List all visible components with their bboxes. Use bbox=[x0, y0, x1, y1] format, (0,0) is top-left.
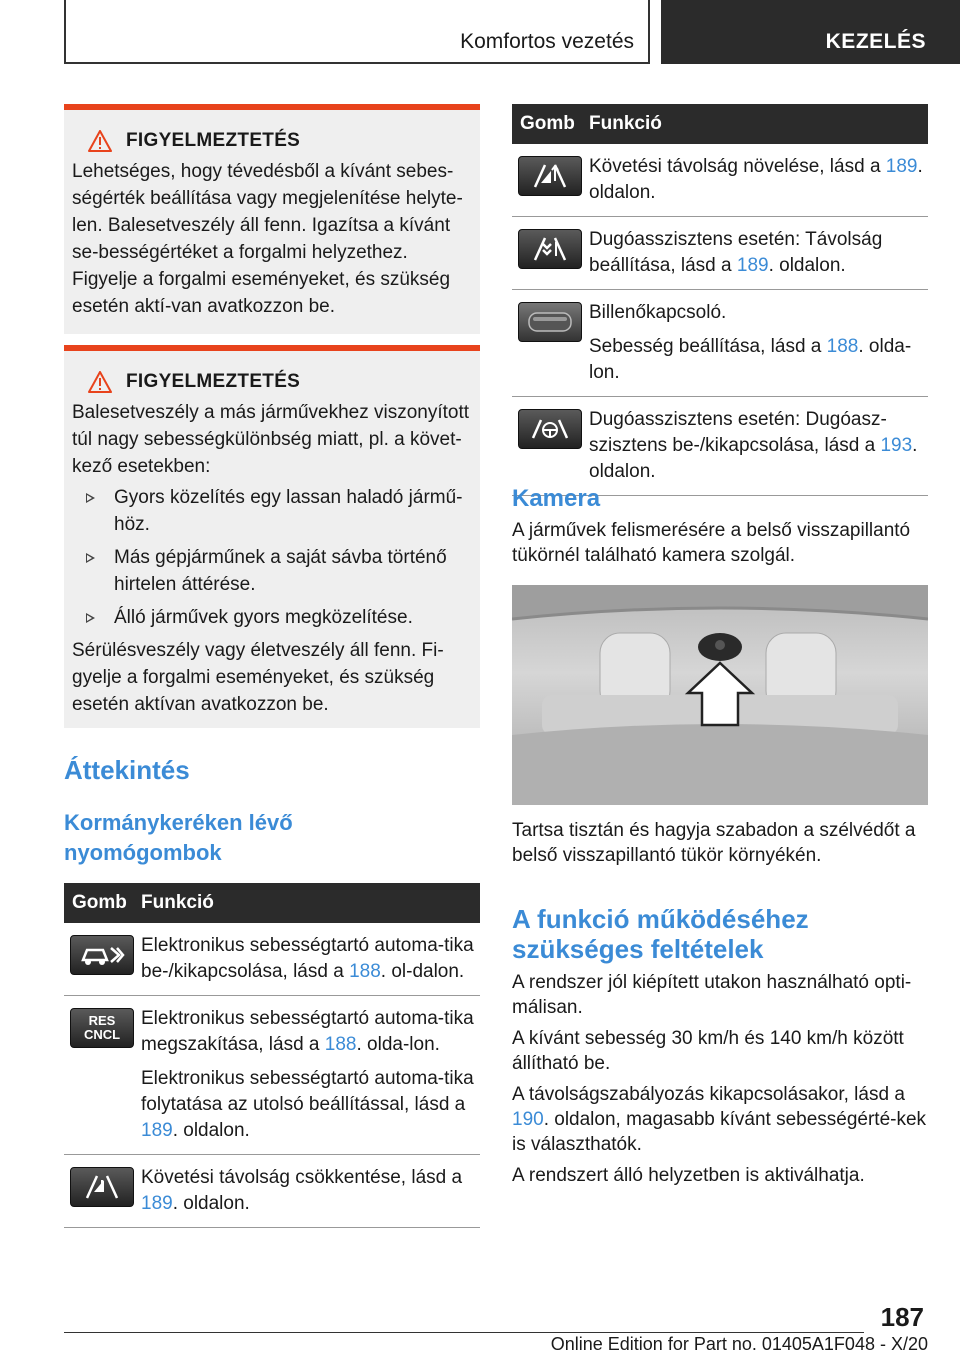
table-header: Gomb Funkció bbox=[64, 883, 480, 923]
bullet-triangle-icon bbox=[86, 613, 95, 623]
warning-intro: Balesetveszély a más járművekhez viszonyított túl nagy sebességkülönbség miatt, pl. a követ-kező esetekben: bbox=[72, 402, 470, 477]
camera-caption: Tartsa tisztán és hagyja szabadon a szélvédőt a belső visszapillantó tükör környékén. bbox=[512, 820, 916, 866]
page-link[interactable]: 189 bbox=[141, 1120, 173, 1141]
distance-decrease-icon bbox=[70, 1167, 134, 1207]
camera-title: Kamera bbox=[512, 485, 601, 512]
buttons-table-left bbox=[64, 883, 480, 1228]
list-item: Álló járművek gyors megközelítése. bbox=[72, 604, 470, 631]
header-title-box bbox=[64, 0, 650, 64]
table-row: Billenőkapcsoló. Sebesség beállítása, lásd a 188. olda-lon. bbox=[512, 290, 928, 397]
warning-box-1 bbox=[64, 104, 480, 334]
camera-photo bbox=[512, 585, 928, 805]
table-row: Elektronikus sebességtartó automa-tika be-/kikapcsolása, lásd a 188. ol-dalon. bbox=[64, 923, 480, 996]
bullet-triangle-icon bbox=[86, 553, 95, 563]
res-cncl-icon: RES CNCL bbox=[70, 1008, 134, 1048]
requirements-title: A funkció működéséhez szükséges feltételek bbox=[512, 904, 809, 964]
bullet-triangle-icon bbox=[86, 493, 95, 503]
table-row: Követési távolság csökkentése, lásd a 189. oldalon. bbox=[64, 1155, 480, 1228]
overview-subtitle: Kormánykeréken lévő nyomógombok bbox=[64, 810, 293, 865]
warning-heading: FIGYELMEZTETÉS bbox=[88, 371, 470, 393]
distance-increase-icon bbox=[518, 156, 582, 196]
header-section-box bbox=[661, 0, 960, 64]
page-link[interactable]: 188 bbox=[324, 1034, 357, 1055]
list-item: Gyors közelítés egy lassan haladó jármű-höz. bbox=[72, 484, 470, 538]
table-header: Gomb Funkció bbox=[512, 104, 928, 144]
warning-heading: FIGYELMEZTETÉS bbox=[88, 130, 470, 152]
header-title: Komfortos vezetés bbox=[460, 30, 634, 53]
footer-divider bbox=[64, 1332, 864, 1333]
warning-list bbox=[72, 484, 470, 631]
buttons-table-right bbox=[512, 104, 928, 496]
table-row: Dugóasszisztens esetén: Távolság beállítása, lásd a 189. oldalon. bbox=[512, 217, 928, 290]
page-link[interactable]: 188 bbox=[826, 336, 859, 357]
list-item: Más gépjárműnek a saját sávba történő hirtelen áttérése. bbox=[72, 544, 470, 598]
cruise-control-icon bbox=[70, 935, 134, 975]
page-link[interactable]: 193 bbox=[880, 435, 913, 456]
page-link[interactable]: 189 bbox=[885, 156, 918, 177]
page-link[interactable]: 190 bbox=[512, 1109, 544, 1130]
camera-text: A járművek felismerésére a belső visszapillantó tükörnél található kamera szolgál. bbox=[512, 520, 911, 566]
footer-edition: Online Edition for Part no. 01405A1F048 - X/20 bbox=[550, 1334, 928, 1354]
traffic-jam-distance-icon bbox=[518, 229, 582, 269]
rocker-switch-icon bbox=[518, 302, 582, 342]
header-section: KEZELÉS bbox=[825, 30, 926, 53]
warning-outro: Sérülésveszély vagy életveszély áll fenn. Fi-gyelje a forgalmi eseményeket, és szükség esetén aktívan avatkozzon be. bbox=[72, 640, 444, 715]
warning-box-2 bbox=[64, 345, 480, 728]
page-number: 187 bbox=[880, 1302, 924, 1332]
warning-text: Lehetséges, hogy tévedésből a kívánt sebes-ségérték beállítása vagy megjelenítése helyte-len. Balesetveszély áll fenn. Igazítsa a kívánt se-bességértéket a forgalmi helyzethez. Figyelje a forgalmi eseményeket, és szükség esetén aktí-van avatkozzon be. bbox=[72, 161, 463, 317]
page-link[interactable]: 189 bbox=[141, 1193, 173, 1214]
table-row: Dugóasszisztens esetén: Dugóasz-szisztens be-/kikapcsolása, lásd a 193. oldalon. bbox=[512, 397, 928, 496]
page-link[interactable]: 189 bbox=[736, 255, 769, 276]
requirements-text: A rendszer jól kiépített utakon használható opti-málisan. A kívánt sebesség 30 km/h és 140 km/h között állítható be. A távolságszabályozás kikapcsolásakor, lásd a 190. oldalon, magasabb kívánt sebességérté-kek is választhatók. A rendszert álló helyzetben is aktiválhatja. bbox=[512, 972, 927, 1186]
table-row: RES CNCL Elektronikus sebességtartó automa-tika megszakítása, lásd a 188. olda-lon. Elektronikus sebességtartó automa-tika folytatása az utolsó beállítással, lásd a 189. oldalon. bbox=[64, 996, 480, 1155]
page-link[interactable]: 188 bbox=[349, 961, 381, 982]
warning-triangle-icon bbox=[88, 130, 112, 152]
table-row: Követési távolság növelése, lásd a 189. oldalon. bbox=[512, 144, 928, 217]
warning-triangle-icon bbox=[88, 371, 112, 393]
traffic-jam-assistant-icon bbox=[518, 409, 582, 449]
overview-title: Áttekintés bbox=[64, 755, 190, 785]
